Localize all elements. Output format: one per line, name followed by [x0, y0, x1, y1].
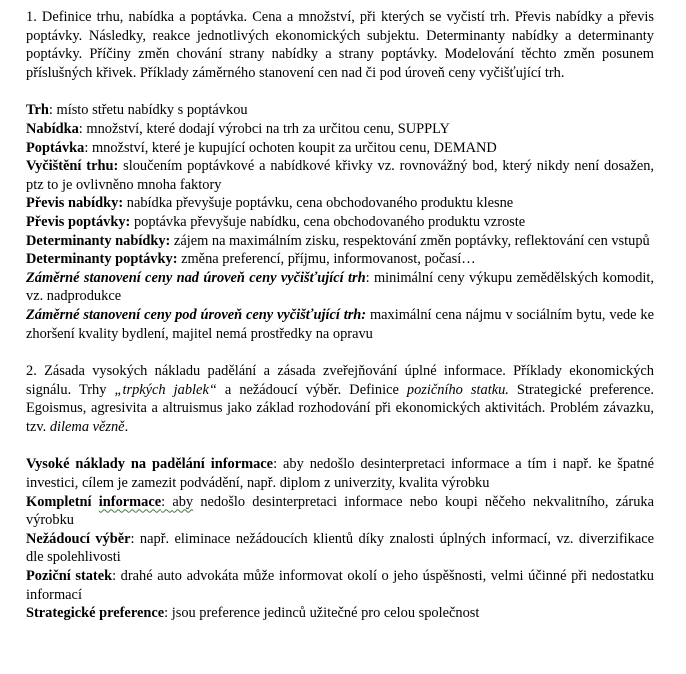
term: Nežádoucí výběr: [26, 530, 131, 547]
term: Převis poptávky:: [26, 213, 131, 230]
definition-pozicni-statek: [26, 567, 654, 604]
definition-text: : aby nedošlo desinterpretaci informace a tím i např. ke špatné investici, cílem je zamezit podvádění, např. diplom z univerzity, kvalita výrobku: [26, 456, 654, 492]
term: Determinanty nabídky:: [26, 232, 171, 249]
definition-nezadouci-vyber: [26, 530, 654, 567]
intro-text: 2. Zásada vysokých nákladu padělání a zásada zveřejňování úplné informace. Příklady ekonomických signálu. Trhy: [26, 363, 654, 398]
definition-text: nedošlo desinterpretaci informace nebo koupi něčeho nekvalitního, záruka výrobku: [26, 493, 654, 529]
definition-determinanty-poptavky: [26, 250, 654, 269]
definition-text: : např. eliminace nežádoucích klientů díky znalosti úplných informací, vz. diverzifikace dle spolehlivosti: [26, 530, 655, 566]
definition-previs-poptavky: [26, 213, 654, 232]
definition-text: sloučením poptávkové a nabídkové křivky vz. rovnovážný bod, který nikdy není dosažen, ptz to je ovlivněno mnoha faktory: [26, 158, 654, 193]
document-page: [26, 8, 654, 623]
definition-text: : minimální ceny výkupu zemědělských komodit, vz. nadprodukce: [26, 269, 655, 305]
definition-vysoke-naklady: [26, 455, 654, 492]
term: Vyčištění trhu:: [26, 158, 119, 175]
intro-italic-text: „trpkých jablek“: [114, 381, 217, 398]
definition-cena-nad-urovni: [26, 269, 654, 306]
definition-text: : drahé auto advokáta může informovat okolí o jeho úspěšnosti, velmi účinné při nedostatku informací: [26, 568, 654, 603]
definition-previs-nabidky: [26, 194, 654, 213]
intro-italic-text: pozičního statku.: [406, 381, 509, 398]
term: Poziční statek: [26, 568, 113, 585]
intro-text: .: [124, 418, 129, 435]
definition-text: : jsou preference jedinců užitečné pro celou společnost: [164, 605, 480, 622]
definition-determinanty-nabidky: [26, 232, 654, 251]
term: Determinanty poptávky:: [26, 251, 178, 268]
intro-text: a nežádoucí výběr. Definice: [216, 381, 407, 398]
paragraph-gap: [26, 343, 654, 362]
term: Strategické preference: [26, 605, 165, 622]
paragraph-gap: [26, 436, 654, 455]
term: Záměrné stanovení ceny pod úroveň ceny vyčišťující trh:: [26, 306, 367, 323]
definition-text: poptávka převyšuje nabídku, cena obchodovaného produktu vzroste: [130, 213, 526, 230]
definition-kompletni-informace: [26, 493, 654, 530]
term: Převis nabídky:: [26, 195, 124, 212]
definition-text: : místo střetu nabídky s poptávkou: [48, 102, 248, 119]
definition-text: : množství, které dodají výrobci na trh za určitou cenu, SUPPLY: [78, 120, 450, 137]
spellcheck-marked-text: :: [161, 493, 173, 510]
definition-text: nabídka převyšuje poptávku, cena obchodovaného produktu klesne: [123, 195, 514, 212]
definition-vycisteni-trhu: [26, 157, 654, 194]
intro-italic-text: dilema vězně: [49, 418, 125, 435]
definition-cena-pod-urovni: [26, 306, 654, 343]
term: Nabídka: [26, 120, 79, 137]
definition-text: maximální cena nájmu v sociálním bytu, vede ke zhoršení kvality bydlení, majitel nemá prostředky na opravu: [26, 306, 655, 342]
term: Kompletní: [26, 493, 99, 510]
intro-text: Strategické preference. Egoismus, agresivita a altruismus jako základ rozhodování při ekonomických aktivitách. Problém závazku, tzv.: [26, 381, 655, 435]
definition-text: změna preferencí, příjmu, informovanost, počasí…: [177, 251, 476, 268]
term: Záměrné stanovení ceny nad úroveň ceny vyčišťující trh: [26, 269, 366, 286]
definition-nabidka: [26, 120, 654, 139]
spellcheck-marked-text: aby: [172, 493, 194, 510]
definition-text: zájem na maximálním zisku, respektování změn poptávky, reflektování cen vstupů: [170, 232, 650, 249]
topic-2-definitions: [26, 455, 654, 622]
term: Trh: [26, 102, 49, 119]
term: Poptávka: [26, 139, 85, 156]
topic-1-definitions: [26, 101, 654, 343]
definition-strategicke-preference: [26, 604, 654, 623]
spellcheck-marked-term: informace: [98, 493, 162, 510]
term: Vysoké náklady na padělání informace: [26, 456, 274, 473]
paragraph-gap: [26, 82, 654, 101]
topic-1-intro: 1. Definice trhu, nabídka a poptávka. Cena a množství, při kterých se vyčistí trh. Převis nabídky a převis poptávky. Následky, reakce jednotlivých ekonomických subjektu. Determinanty nabídky a determinanty poptávky. Příčiny změn chování strany nabídky a strany poptávky. Modelování těchto změn posunem příslušných křivek. Příklady záměrného stanovení cen nad či pod úroveň ceny vyčišťující trh.: [26, 9, 654, 81]
definition-trh: [26, 101, 654, 120]
definition-poptavka: [26, 139, 654, 158]
definition-text: : množství, které je kupující ochoten koupit za určitou cenu, DEMAND: [84, 139, 497, 156]
topic-2-intro: [26, 362, 654, 436]
